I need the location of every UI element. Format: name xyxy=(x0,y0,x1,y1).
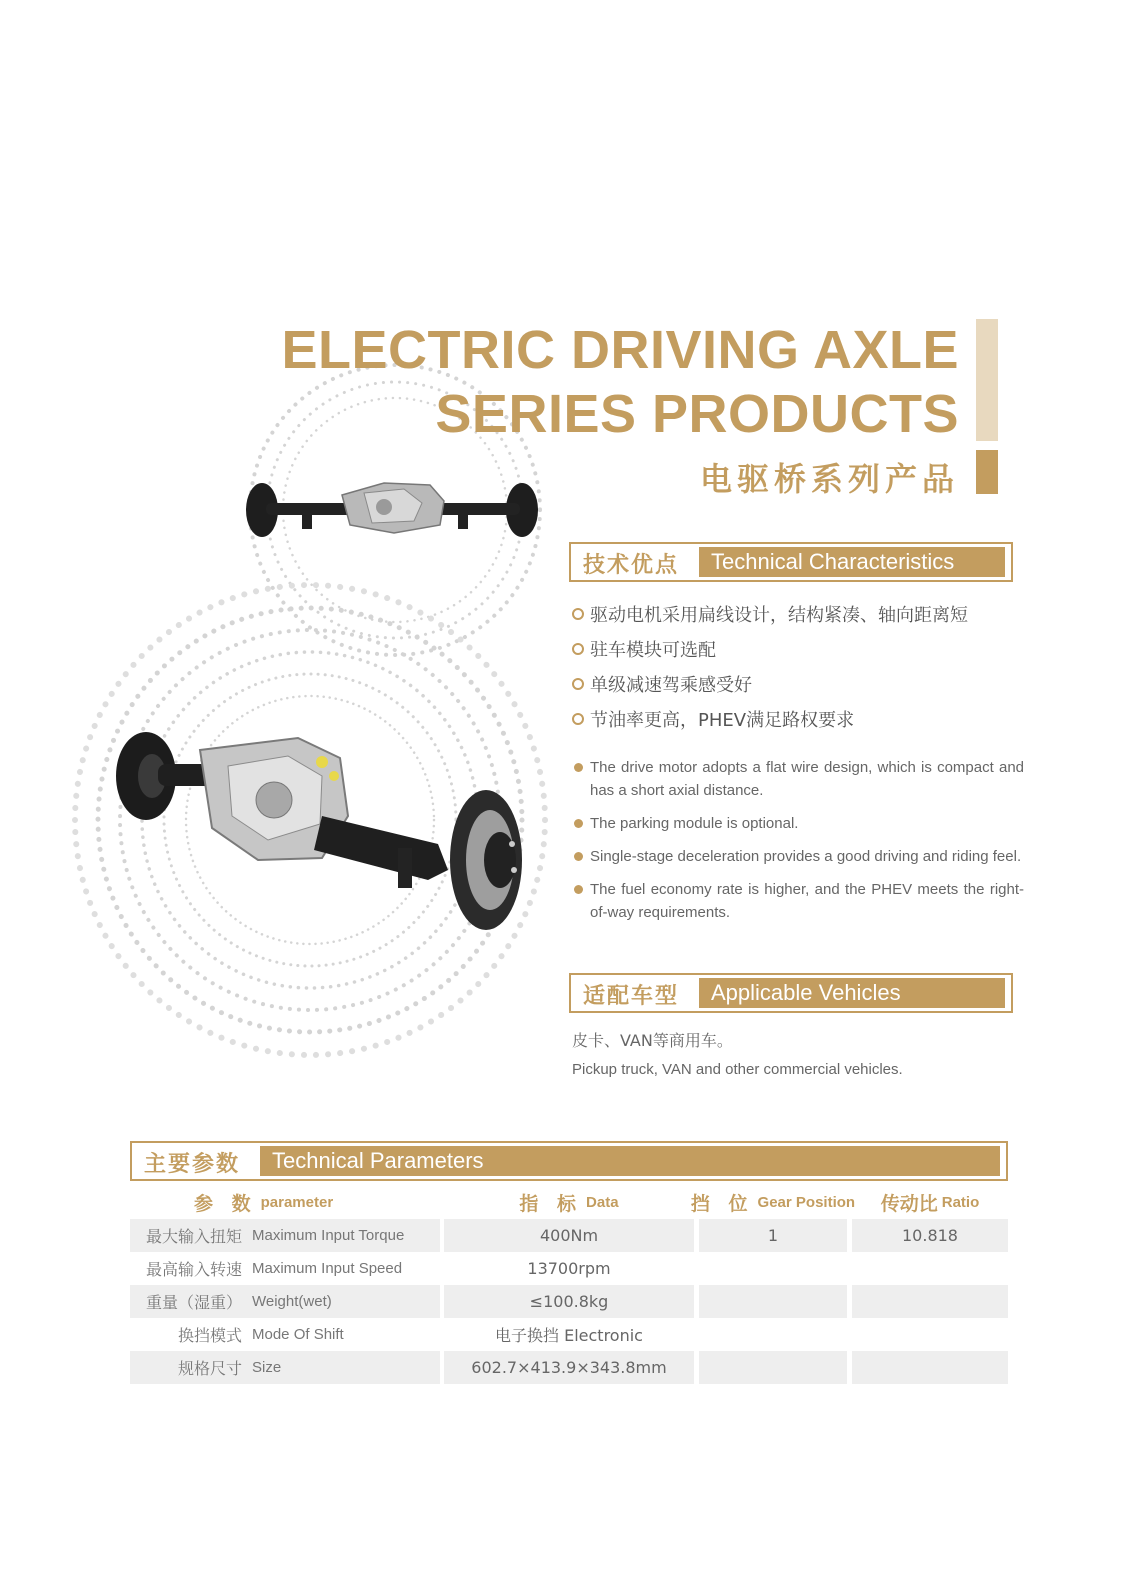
parameter-en: Maximum Input Torque xyxy=(252,1227,405,1244)
parameter-en: Weight(wet) xyxy=(252,1293,332,1310)
column-header-zh: 传动比 xyxy=(880,1193,938,1215)
data-cell: 400Nm xyxy=(444,1219,694,1252)
parameter-cell xyxy=(130,1285,440,1318)
column-header-en: Gear Position xyxy=(757,1194,856,1211)
parameter-cell xyxy=(130,1351,440,1384)
ratio-cell xyxy=(852,1351,1008,1384)
section-heading-zh: 主要参数 xyxy=(144,1152,241,1177)
list-item-text: The drive motor adopts a flat wire design, which is compact and has a short axial distance. xyxy=(590,759,1024,799)
table-header-row xyxy=(130,1186,1008,1219)
list-item-text: 驱动电机采用扁线设计，结构紧凑、轴向距离短 xyxy=(590,604,968,626)
ring-bullet-icon xyxy=(572,643,584,655)
parameter-cell xyxy=(130,1318,440,1351)
data-cell: 602.7×413.9×343.8mm xyxy=(444,1351,694,1384)
column-header-en: parameter xyxy=(260,1194,334,1211)
ratio-cell xyxy=(852,1285,1008,1318)
gear-cell: 1 xyxy=(699,1219,847,1252)
tech-characteristics-heading xyxy=(569,542,1013,582)
title-accent-bar xyxy=(976,319,998,441)
parameter-zh: 规格尺寸 xyxy=(177,1359,242,1378)
list-item xyxy=(574,878,1024,924)
parameter-zh: 换挡模式 xyxy=(177,1326,242,1345)
parameter-cell xyxy=(130,1252,440,1285)
parameter-en: Maximum Input Speed xyxy=(252,1260,403,1277)
ratio-cell xyxy=(852,1318,1008,1351)
applicable-vehicles-heading xyxy=(569,973,1013,1013)
parameter-zh: 最大输入扭矩 xyxy=(145,1227,242,1246)
column-header-gear-position xyxy=(690,1186,856,1219)
list-item xyxy=(572,631,968,666)
table-row xyxy=(130,1252,1008,1285)
tech-characteristics-zh-list xyxy=(572,596,968,736)
gear-cell xyxy=(699,1252,847,1285)
list-item-text: The parking module is optional. xyxy=(590,815,799,832)
page-title-line-1: ELECTRIC DRIVING AXLE xyxy=(281,320,959,380)
section-heading-en: Technical Characteristics xyxy=(699,547,1005,577)
gear-cell xyxy=(699,1351,847,1384)
gear-cell xyxy=(699,1285,847,1318)
list-item xyxy=(572,701,968,736)
column-header-data xyxy=(444,1186,694,1219)
data-cell: 13700rpm xyxy=(527,1259,611,1278)
data-cell: 电子换挡 Electronic xyxy=(495,1326,643,1345)
section-heading-zh: 适配车型 xyxy=(583,984,680,1009)
table-row xyxy=(130,1219,1008,1252)
dot-bullet-icon xyxy=(574,852,583,861)
ratio-cell xyxy=(852,1252,1008,1285)
list-item xyxy=(574,845,1024,868)
technical-parameters-heading xyxy=(130,1141,1008,1181)
subtitle-accent-bar xyxy=(976,450,998,494)
list-item xyxy=(574,756,1024,802)
list-item-text: Single-stage deceleration provides a good driving and riding feel. xyxy=(590,848,1022,865)
technical-parameters-table xyxy=(130,1186,1008,1384)
parameter-en: Size xyxy=(252,1359,282,1376)
list-item xyxy=(574,812,1024,835)
title-block xyxy=(281,318,959,500)
list-item-text: 驻车模块可选配 xyxy=(590,639,716,661)
parameter-zh: 重量（湿重） xyxy=(145,1293,242,1312)
list-item-text: The fuel economy rate is higher, and the PHEV meets the right-of-way requirements. xyxy=(590,881,1024,921)
table-row xyxy=(130,1351,1008,1384)
parameter-zh: 最高输入转速 xyxy=(145,1260,242,1279)
dot-bullet-icon xyxy=(574,763,583,772)
applicable-vehicles-en: Pickup truck, VAN and other commercial vehicles. xyxy=(572,1061,903,1078)
dot-bullet-icon xyxy=(574,885,583,894)
gear-cell xyxy=(699,1318,847,1351)
column-header-zh: 指 标 xyxy=(519,1193,583,1215)
section-heading-en: Applicable Vehicles xyxy=(699,978,1005,1008)
list-item-text: 节油率更高，PHEV满足路权要求 xyxy=(590,709,855,731)
ring-bullet-icon xyxy=(572,713,584,725)
ratio-cell: 10.818 xyxy=(852,1219,1008,1252)
ring-bullet-icon xyxy=(572,678,584,690)
list-item xyxy=(572,596,968,631)
page-title-chinese: 电驱桥系列产品 xyxy=(699,460,959,498)
list-item-text: 单级减速驾乘感受好 xyxy=(590,674,752,696)
dot-bullet-icon xyxy=(574,819,583,828)
section-heading-zh: 技术优点 xyxy=(583,553,680,578)
parameter-cell xyxy=(130,1219,440,1252)
tech-characteristics-en-list xyxy=(574,756,1024,934)
applicable-vehicles-zh: 皮卡、VAN等商用车。 xyxy=(572,1031,733,1050)
column-header-en: Ratio xyxy=(941,1194,980,1211)
column-header-en: Data xyxy=(586,1194,619,1211)
column-header-zh: 挡 位 xyxy=(690,1193,754,1215)
axle-large-image xyxy=(108,720,538,940)
section-heading-en: Technical Parameters xyxy=(260,1146,1000,1176)
ring-bullet-icon xyxy=(572,608,584,620)
list-item xyxy=(572,666,968,701)
column-header-zh: 参 数 xyxy=(194,1193,257,1215)
column-header-parameter xyxy=(130,1186,450,1219)
parameter-en: Mode Of Shift xyxy=(252,1326,344,1343)
table-row xyxy=(130,1285,1008,1318)
table-row xyxy=(130,1318,1008,1351)
column-header-ratio xyxy=(852,1186,1008,1219)
page-title-line-2: SERIES PRODUCTS xyxy=(435,384,959,444)
data-cell: ≤100.8kg xyxy=(444,1285,694,1318)
